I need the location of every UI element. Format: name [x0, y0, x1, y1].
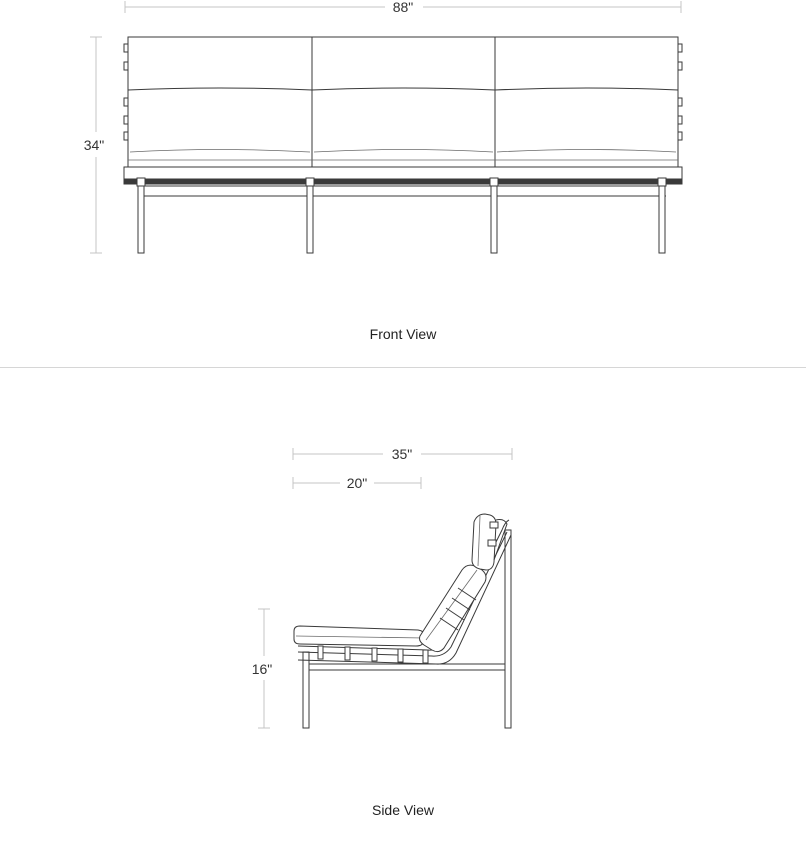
- side-seat-cushion: [294, 626, 425, 646]
- side-seat-height-label: 16": [251, 661, 273, 677]
- side-seat-depth-dimension: [293, 475, 421, 491]
- side-seat-depth-label: 20": [346, 475, 368, 491]
- front-width-label: 88": [392, 0, 414, 15]
- front-height-dimension: [84, 37, 105, 253]
- front-back-cushions: [128, 37, 678, 167]
- front-width-dimension: [125, 0, 681, 15]
- side-back-cushion: [420, 565, 487, 652]
- side-seat-height-dimension: [252, 609, 273, 728]
- side-depth-dimension: [293, 446, 512, 462]
- side-view: [252, 446, 512, 818]
- side-view-caption: Side View: [371, 802, 435, 818]
- front-legs: [137, 178, 666, 253]
- front-height-label: 34": [83, 137, 105, 153]
- front-view: [84, 0, 682, 342]
- front-view-caption: Front View: [369, 326, 437, 342]
- front-seat-rail: [124, 167, 682, 196]
- side-depth-label: 35": [391, 446, 413, 462]
